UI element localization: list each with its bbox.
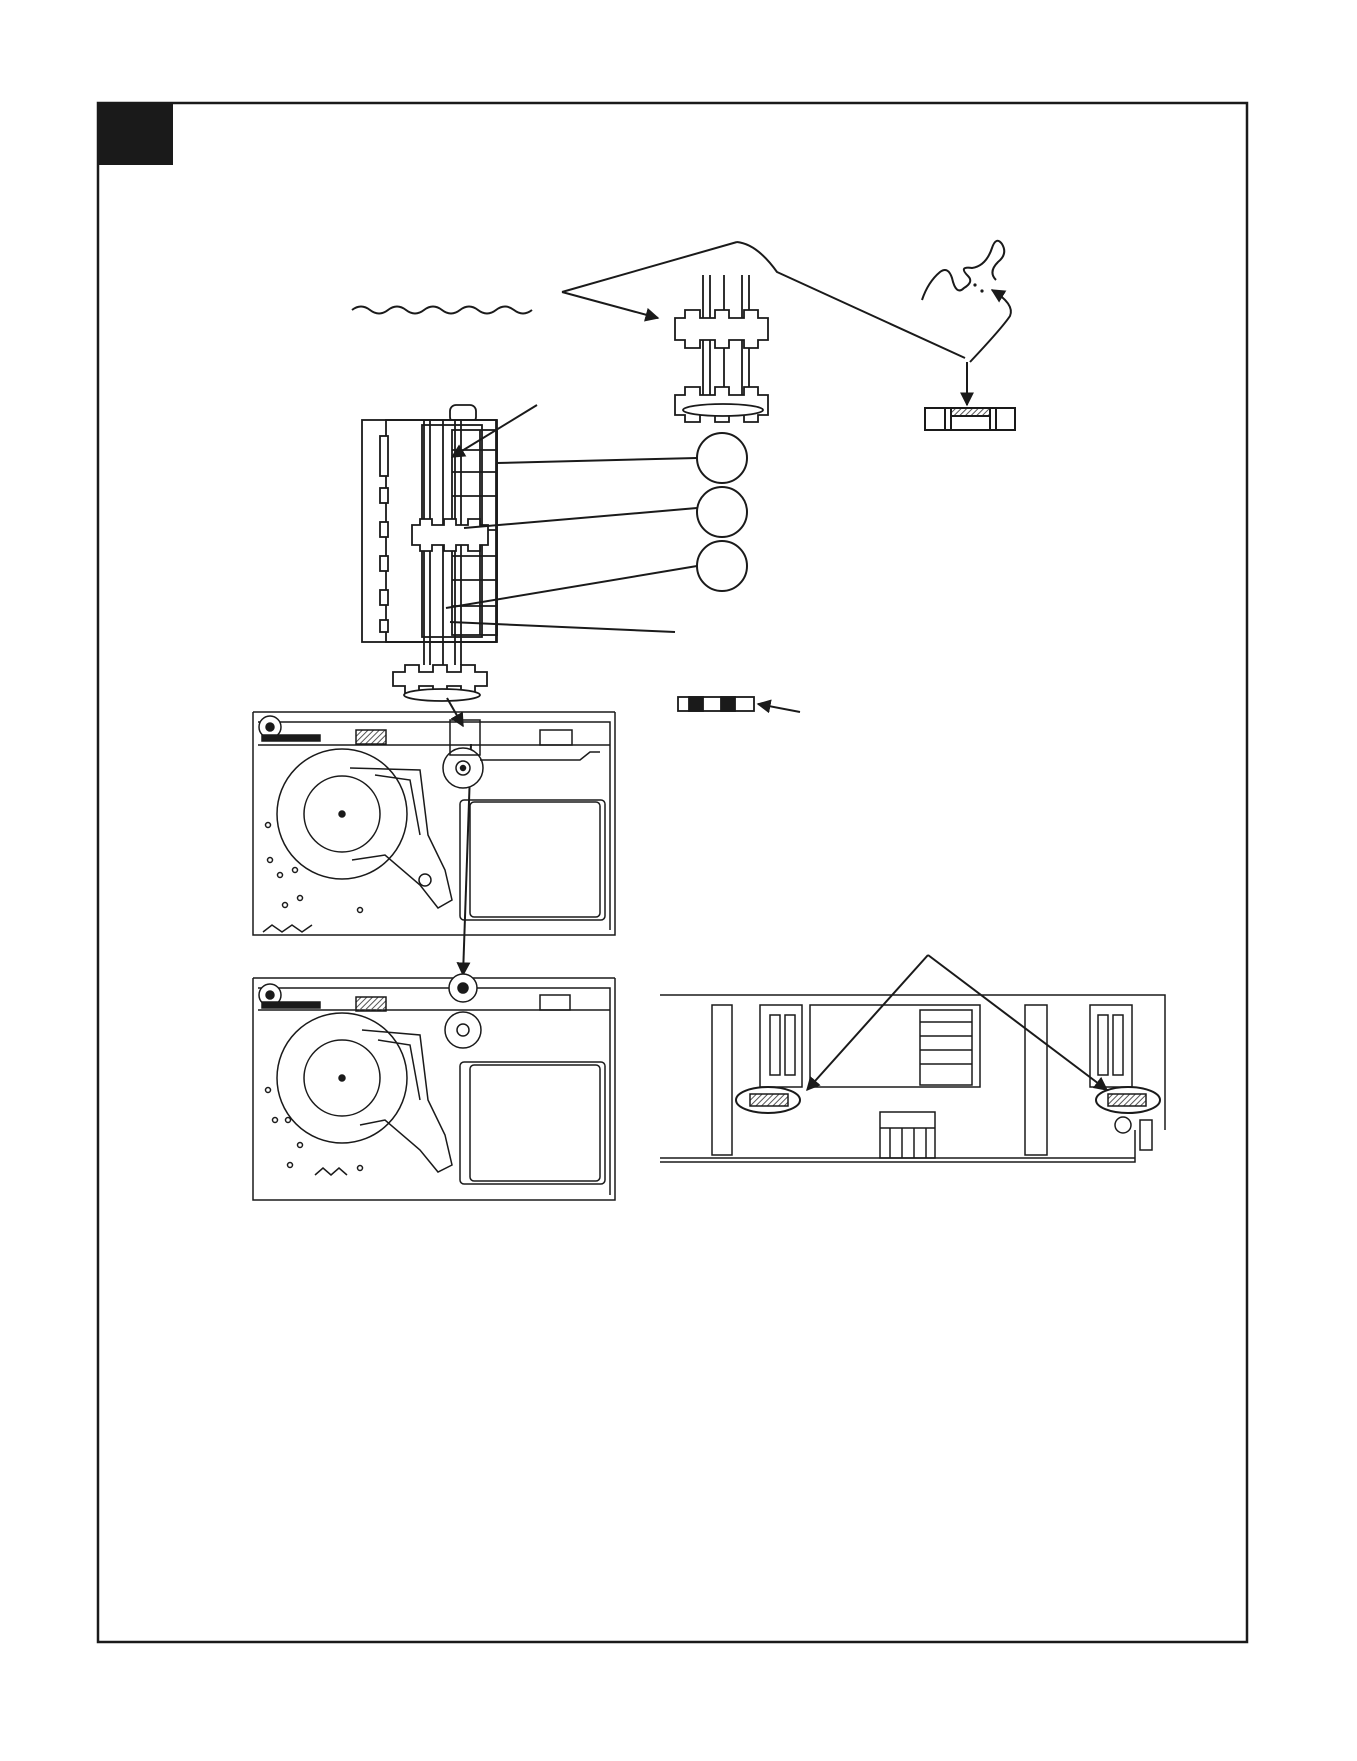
front-panel-view — [660, 995, 1165, 1162]
mechanism-view-lower — [253, 974, 615, 1200]
leader-callout-1 — [497, 458, 697, 463]
page-frame — [98, 103, 1247, 1642]
mechanism-view-upper — [253, 712, 615, 935]
arrow-to-spring — [970, 290, 1011, 362]
grease-wave-symbol — [352, 307, 532, 314]
shaft-frame-assembly — [362, 405, 497, 701]
arrow-to-washer — [758, 704, 800, 712]
shaft-gear-closeup — [675, 275, 768, 422]
callout-circle-1 — [697, 433, 747, 483]
clip-part — [925, 408, 1015, 430]
arrow-grease-to-gear — [562, 292, 658, 318]
leader-callout-2 — [464, 508, 697, 528]
callout-circle-3 — [697, 541, 747, 591]
striped-washer-part — [678, 697, 754, 711]
spring-wire — [922, 241, 1004, 300]
callout-circle-2 — [697, 487, 747, 537]
arrow-panel-left — [807, 955, 928, 1090]
leader-to-spring — [737, 242, 965, 358]
section-header-block — [98, 103, 173, 165]
